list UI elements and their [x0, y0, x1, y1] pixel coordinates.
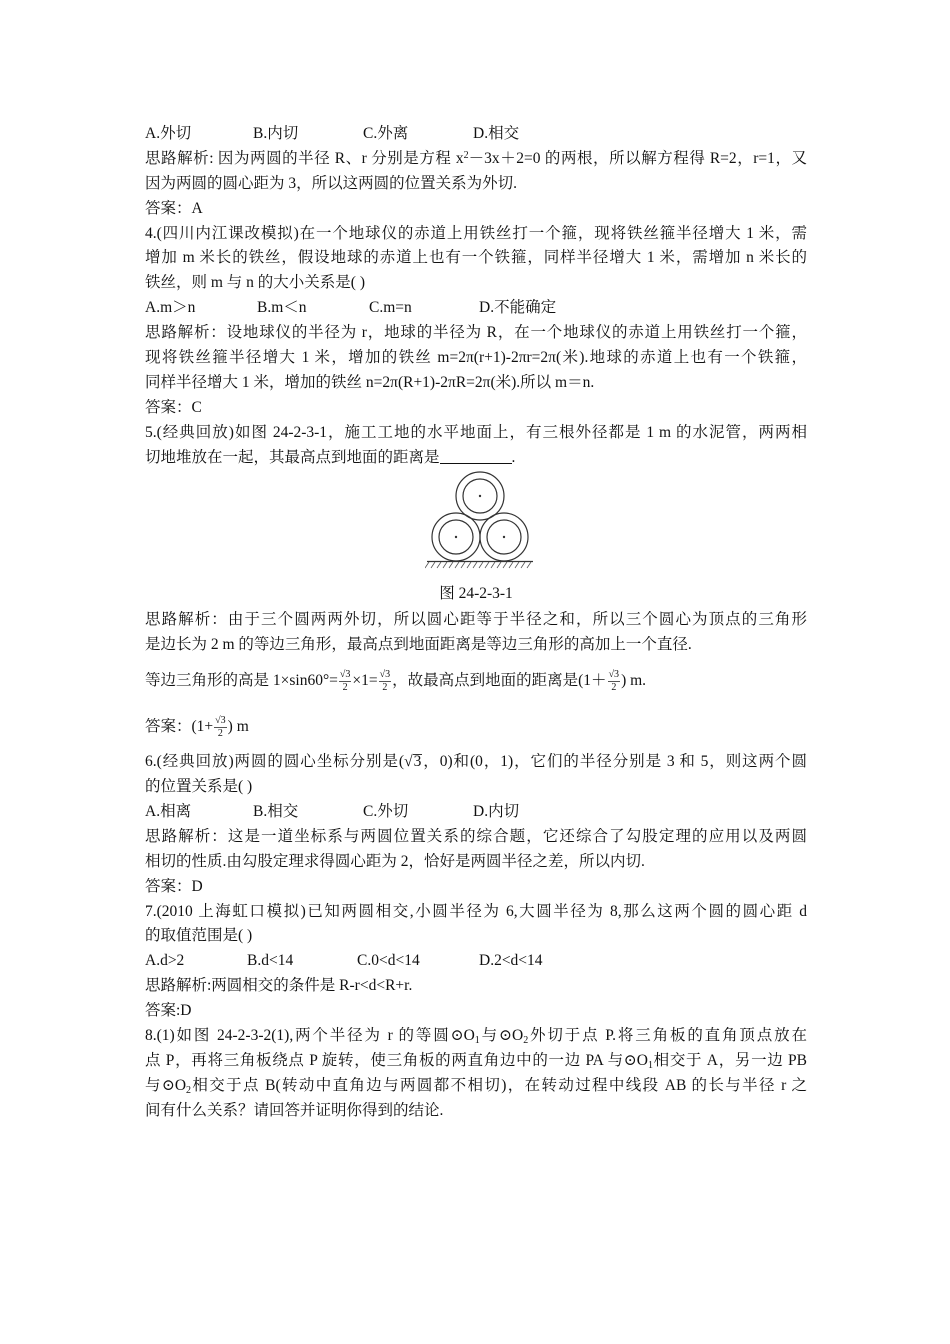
q4-stem-line-1: 4.(四川内江课改模拟)在一个地球仪的赤道上用铁丝打一个箍，现将铁丝箍半径增大 1 米，需 — [145, 224, 807, 242]
q5-analysis-line-2: 是边长为 2 m 的等边三角形，最高点到地面距离是等边三角形的高加上一个直径. — [145, 636, 692, 654]
stacked-pipes-diagram — [425, 470, 535, 580]
q4-stem-line-3: 铁丝，则 m 与 n 的大小关系是( ) — [145, 274, 366, 292]
q6-stem-line-1: 6.(经典回放)两圆的圆心坐标分别是(√3，0)和(0，1)，它们的半径分别是 3 和 5，则这两个圆 — [145, 753, 807, 771]
fraction-sqrt3-over-2: $\frac{√3}{2}$ — [608, 669, 620, 694]
q6-stem-line-2: 的位置关系是( ) — [145, 778, 253, 796]
q6-analysis-line-2: 相切的性质.由勾股定理求得圆心距为 2，恰好是两圆半径之差，所以内切. — [145, 852, 645, 870]
q6-analysis-line-1: 思路解析：这是一道坐标系与两圆位置关系的综合题，它还综合了勾股定理的应用以及两圆 — [145, 827, 807, 845]
q3-option-d: D.相交 — [473, 125, 520, 142]
q6-option-c: C.外切 — [363, 803, 409, 821]
q8-line-2: 点 P，再将三角板绕点 P 旋转，使三角板的两直角边中的一边 PA 与$⊙O_1$相交于 A，另一边 PB — [145, 1051, 807, 1071]
q3-options — [145, 122, 807, 147]
q4-answer: 答案：C — [145, 398, 202, 416]
q8-line-1: 8.(1)如图 24-2-3-2(1),两个半径为 r 的等圆$⊙O_1$与$⊙O_2$外切于点 P.将三角板的直角顶点放在 — [145, 1027, 807, 1047]
q7-options — [145, 949, 807, 974]
sqrt-sign: √ — [404, 753, 413, 771]
q7-option-c: C.0<d<14 — [357, 952, 420, 970]
q4-analysis-line-1: 思路解析：设地球仪的半径为 r，地球的半径为 R，在一个地球仪的赤道上用铁丝打一个箍， — [145, 324, 807, 342]
q6-option-d: D.内切 — [473, 803, 520, 821]
q7-stem-line-2: 的取值范围是( ) — [145, 927, 253, 945]
q7-option-d: D.2<d<14 — [479, 952, 543, 970]
q4-analysis-line-2: 现将铁丝箍半径增大 1 米，增加的铁丝 m=2π(r+1)-2πr=2π(米).地球的赤道上也有一个铁箍， — [145, 349, 807, 367]
q6-option-a: A.相离 — [145, 803, 192, 821]
q7-option-a: A.d>2 — [145, 952, 185, 970]
q6-answer: 答案：D — [145, 877, 203, 895]
q5-answer: 答案：(1+ $\frac{√3}{2}$ ) m — [145, 715, 249, 740]
q8-line-3: 与$⊙O_2$相交于点 B(转动中直角边与两圆都不相切)，在转动过程中线段 AB 的长与半径 r 之 — [145, 1076, 807, 1096]
fraction-sqrt3-over-2: $\frac{√3}{2}$ — [379, 669, 391, 694]
answer-blank — [440, 448, 512, 464]
q5-stem-line-2: 切地堆放在一起，其最高点到地面的距离是 . — [145, 448, 516, 466]
q4-option-a: A.m＞n — [145, 299, 196, 317]
q7-answer: 答案:D — [145, 1002, 192, 1020]
q4-options — [145, 296, 807, 321]
q7-analysis: 思路解析:两圆相交的条件是 R-r<d<R+r. — [145, 977, 413, 995]
q5-height-formula: 等边三角形的高是 1×sin60°= $\frac{√3}{2}$ ×1= $\frac{√3}{2}$ ，故最高点到地面的距离是(1＋ $\frac{√3}{2}$ ) m. — [145, 669, 647, 694]
q3-analysis-line-2: 因为两圆的圆心距为 3，所以这两圆的位置关系为外切. — [145, 174, 518, 192]
q3-answer: 答案：A — [145, 199, 203, 217]
q4-option-b: B.m＜n — [257, 299, 307, 317]
q6-option-b: B.相交 — [253, 803, 299, 821]
q7-option-b: B.d<14 — [247, 952, 294, 970]
q4-stem-line-2: 增加 m 米长的铁丝，假设地球的赤道上也有一个铁箍，同样半径增大 1 米，需增加 n 米长的 — [145, 249, 807, 267]
pipes-figure — [145, 470, 807, 580]
q7-stem-line-1: 7.(2010 上海虹口模拟)已知两圆相交,小圆半径为 6,大圆半径为 8,那么这两个圆的圆心距 d — [145, 902, 807, 920]
q3-option-b: B.内切 — [253, 125, 299, 142]
q4-option-d: D.不能确定 — [479, 299, 557, 317]
q8-line-4: 间有什么关系？请回答并证明你得到的结论. — [145, 1101, 444, 1119]
q6-options — [145, 800, 807, 825]
q3-option-a: A.外切 — [145, 125, 192, 142]
q5-stem-line-1: 5.(经典回放)如图 24-2-3-1，施工工地的水平地面上，有三根外径都是 1 m 的水泥管，两两相 — [145, 423, 807, 441]
document-page — [145, 122, 807, 1124]
figure-caption: 图 24-2-3-1 — [439, 585, 513, 603]
q4-analysis-line-3: 同样半径增大 1 米，增加的铁丝 n=2π(R+1)-2πR=2π(米).所以 m＝n. — [145, 373, 595, 391]
q4-option-c: C.m=n — [369, 299, 412, 317]
q3-analysis-line-1: 思路解析: 因为两圆的半径 R、r 分别是方程 $x^2-3x+2=0$ 的两根，所以解方程得 R=2，r=1，又 — [145, 149, 807, 167]
fraction-sqrt3-over-2: $\frac{√3}{2}$ — [339, 669, 351, 694]
q5-analysis-line-1: 思路解析：由于三个圆两两外切，所以圆心距等于半径之和，所以三个圆心为顶点的三角形 — [145, 611, 807, 629]
q3-option-c: C.外离 — [363, 125, 409, 142]
fraction-sqrt3-over-2: $\frac{√3}{2}$ — [215, 715, 226, 740]
